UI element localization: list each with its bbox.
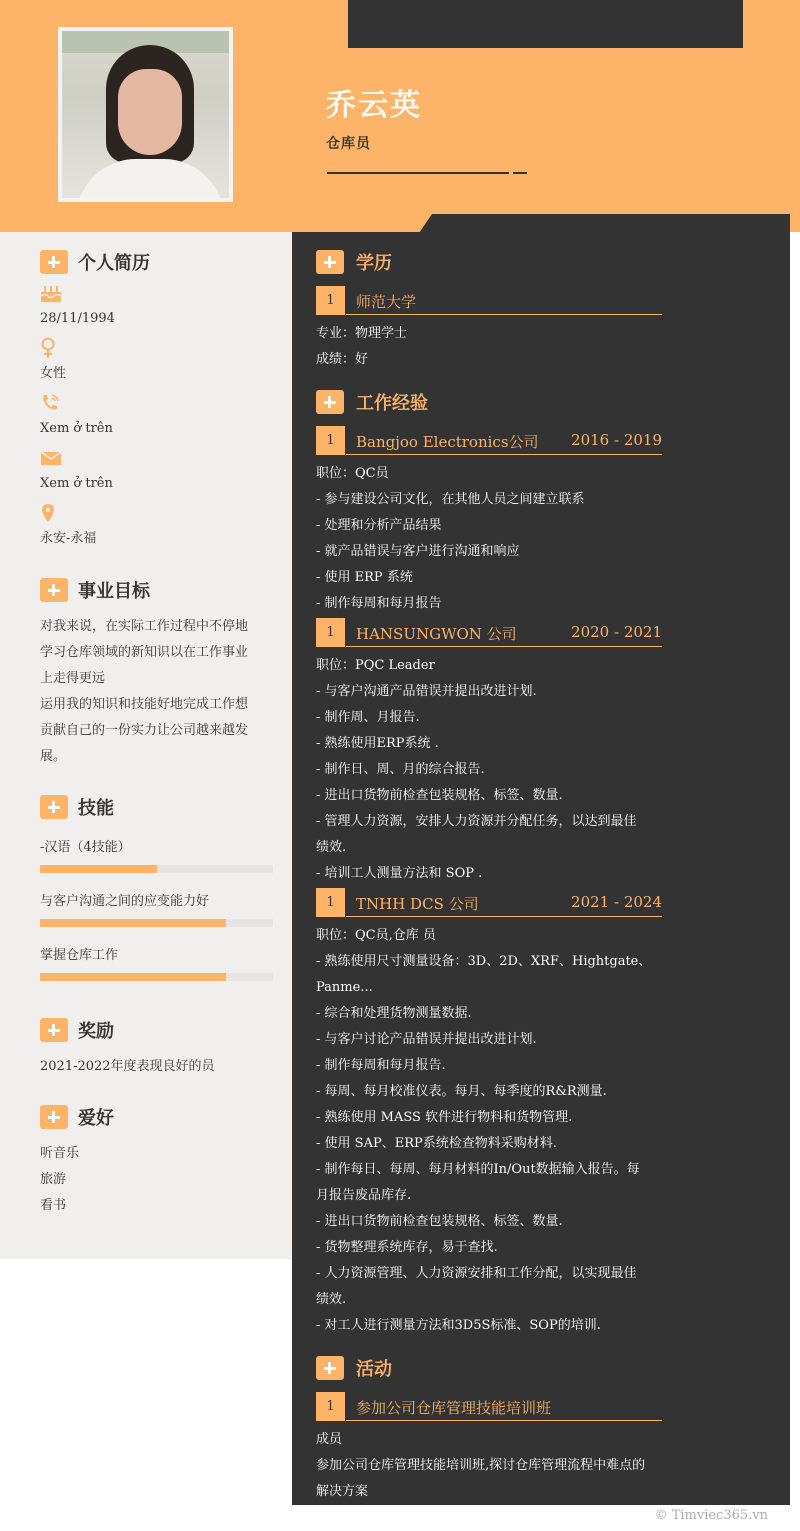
- job-title: 仓库员: [326, 136, 371, 152]
- work-line: - 制作每周和每月报告: [316, 596, 442, 611]
- skill-bar-fill: [40, 973, 226, 981]
- candidate-name: 乔云英: [326, 88, 422, 123]
- entry-underline: [346, 646, 662, 647]
- work-line: - 与客户沟通产品错误并提出改进计划.: [316, 684, 537, 699]
- entry-number: 1: [316, 426, 345, 455]
- address-value: 永安-永福: [40, 531, 97, 546]
- plus-icon: [40, 1105, 68, 1129]
- work-line: Panme...: [316, 980, 373, 995]
- work-line: - 货物整理系统库存，易于查找.: [316, 1240, 498, 1255]
- skill-bar-fill: [40, 865, 157, 873]
- goal-line: 展。: [40, 749, 67, 764]
- profile-photo: [58, 27, 233, 202]
- plus-icon: [316, 1356, 344, 1380]
- section-title: 学历: [356, 253, 392, 274]
- work-line: - 使用 ERP 系统: [316, 570, 413, 585]
- work-line: 职位：PQC Leader: [316, 658, 435, 673]
- phone-icon: [40, 393, 62, 413]
- work-line: - 制作日、周、月的综合报告.: [316, 762, 485, 777]
- plus-icon: [40, 250, 68, 274]
- work-line: - 综合和处理货物测量数据.: [316, 1006, 472, 1021]
- work-line: - 制作周、月报告.: [316, 710, 420, 725]
- section-title: 个人简历: [78, 253, 150, 274]
- work-line: - 对工人进行测量方法和3D5S标准、SOP的培训.: [316, 1318, 601, 1333]
- work-entry: [316, 618, 662, 648]
- activity-entry: [316, 1392, 662, 1422]
- work-line: 职位：QC员: [316, 466, 389, 481]
- work-line: - 人力资源管理、人力资源安排和工作分配，以实现最佳: [316, 1266, 637, 1281]
- footer-watermark: © Timviec365.vn: [654, 1508, 768, 1523]
- skill-label: 与客户沟通之间的应变能力好: [40, 894, 210, 909]
- goal-line: 学习仓库领域的新知识以在工作事业: [40, 645, 249, 660]
- entry-number: 1: [316, 1392, 345, 1421]
- education-line: 成绩：好: [316, 352, 369, 367]
- section-work-header: [316, 389, 428, 415]
- skill-bar: [40, 865, 273, 873]
- plus-icon: [40, 578, 68, 602]
- activity-line: 参加公司仓库管理技能培训班,探讨仓库管理流程中难点的: [316, 1458, 646, 1473]
- birthday-value: 28/11/1994: [40, 311, 115, 326]
- work-line: - 熟练使用尺寸测量设备：3D、2D、XRF、Hightgate、: [316, 954, 652, 969]
- section-awards-header: [40, 1017, 114, 1043]
- work-line: - 使用 SAP、ERP系统检查物料采购材料.: [316, 1136, 557, 1151]
- section-skills-header: [40, 794, 114, 820]
- work-dates: 2021 - 2024: [571, 893, 662, 911]
- dark-panel-slant: [419, 214, 790, 233]
- plus-icon: [316, 390, 344, 414]
- skill-label: -汉语（4技能）: [40, 840, 131, 855]
- goal-line: 上走得更远: [40, 671, 106, 686]
- entry-number: 1: [316, 888, 345, 917]
- email-value: Xem ở trên: [40, 476, 113, 491]
- section-title: 奖励: [78, 1021, 114, 1042]
- header-dark-bar: [348, 0, 743, 48]
- activity-line: 成员: [316, 1432, 343, 1447]
- section-hobbies-header: [40, 1104, 114, 1130]
- work-line: 职位：QC员,仓库 员: [316, 928, 436, 943]
- activity-name: 参加公司仓库管理技能培训班: [356, 1399, 552, 1417]
- goal-line: 对我来说，在实际工作过程中不停地: [40, 619, 249, 634]
- work-entry: [316, 888, 662, 918]
- work-line: - 每周、每月校准仪表。每月、每季度的R&R测量.: [316, 1084, 607, 1099]
- work-line: - 进出口货物前检查包装规格、标签、数量.: [316, 788, 563, 803]
- entry-underline: [346, 314, 662, 315]
- section-title: 工作经验: [356, 393, 428, 414]
- entry-underline: [346, 1420, 662, 1421]
- entry-underline: [346, 916, 662, 917]
- company-name: HANSUNGWON 公司: [356, 625, 517, 643]
- section-title: 活动: [356, 1359, 392, 1380]
- goal-line: 运用我的知识和技能好地完成工作想: [40, 697, 249, 712]
- title-underline-short: [513, 172, 527, 174]
- work-line: 绩效.: [316, 840, 347, 855]
- work-line: - 熟练使用ERP系统 .: [316, 736, 439, 751]
- work-dates: 2016 - 2019: [571, 431, 662, 449]
- plus-icon: [40, 1018, 68, 1042]
- section-title: 技能: [78, 798, 114, 819]
- work-line: - 与客户讨论产品错误并提出改进计划.: [316, 1032, 537, 1047]
- work-line: - 参与建设公司文化，在其他人员之间建立联系: [316, 492, 585, 507]
- company-name: TNHH DCS 公司: [356, 895, 479, 913]
- work-line: 月报告废品库存.: [316, 1188, 412, 1203]
- work-line: - 制作每周和每月报告.: [316, 1058, 446, 1073]
- education-line: 专业：物理学士: [316, 326, 408, 341]
- envelope-icon: [40, 449, 62, 469]
- skill-bar: [40, 973, 273, 981]
- work-line: 绩效.: [316, 1292, 347, 1307]
- work-line: - 培训工人测量方法和 SOP .: [316, 866, 483, 881]
- school-name: 师范大学: [356, 293, 417, 311]
- work-dates: 2020 - 2021: [571, 623, 662, 641]
- activity-line: 解决方案: [316, 1484, 369, 1499]
- hobby-item: 看书: [40, 1198, 67, 1213]
- section-goal-header: [40, 577, 150, 603]
- award-item: 2021-2022年度表现良好的员: [40, 1059, 215, 1074]
- plus-icon: [40, 795, 68, 819]
- work-line: - 管理人力资源，安排人力资源并分配任务，以达到最佳: [316, 814, 637, 829]
- skill-bar-fill: [40, 919, 226, 927]
- phone-value: Xem ở trên: [40, 421, 113, 436]
- female-icon: [40, 337, 62, 357]
- birthday-cake-icon: [40, 283, 62, 303]
- section-education-header: [316, 249, 392, 275]
- title-underline: [327, 172, 509, 174]
- work-entry: [316, 426, 662, 456]
- section-profile-header: [40, 249, 150, 275]
- work-line: - 就产品错误与客户进行沟通和响应: [316, 544, 520, 559]
- section-title: 事业目标: [78, 581, 150, 602]
- entry-number: 1: [316, 618, 345, 647]
- hobby-item: 旅游: [40, 1172, 67, 1187]
- work-line: - 处理和分析产品结果: [316, 518, 442, 533]
- company-name: Bangjoo Electronics公司: [356, 433, 539, 451]
- hobby-item: 听音乐: [40, 1146, 80, 1161]
- gender-value: 女性: [40, 366, 67, 381]
- work-line: - 制作每日、每周、每月材料的In/Out数据输入报告。每: [316, 1162, 640, 1177]
- plus-icon: [316, 250, 344, 274]
- goal-line: 贡献自己的一份实力让公司越来越发: [40, 723, 249, 738]
- entry-number: 1: [316, 286, 345, 315]
- section-activity-header: [316, 1355, 392, 1381]
- education-entry: [316, 286, 662, 316]
- skill-label: 掌握仓库工作: [40, 948, 119, 963]
- work-line: - 熟练使用 MASS 软件进行物料和货物管理.: [316, 1110, 573, 1125]
- work-line: - 进出口货物前检查包装规格、标签、数量.: [316, 1214, 563, 1229]
- map-pin-icon: [40, 503, 62, 523]
- entry-underline: [346, 454, 662, 455]
- skill-bar: [40, 919, 273, 927]
- section-title: 爱好: [78, 1108, 114, 1129]
